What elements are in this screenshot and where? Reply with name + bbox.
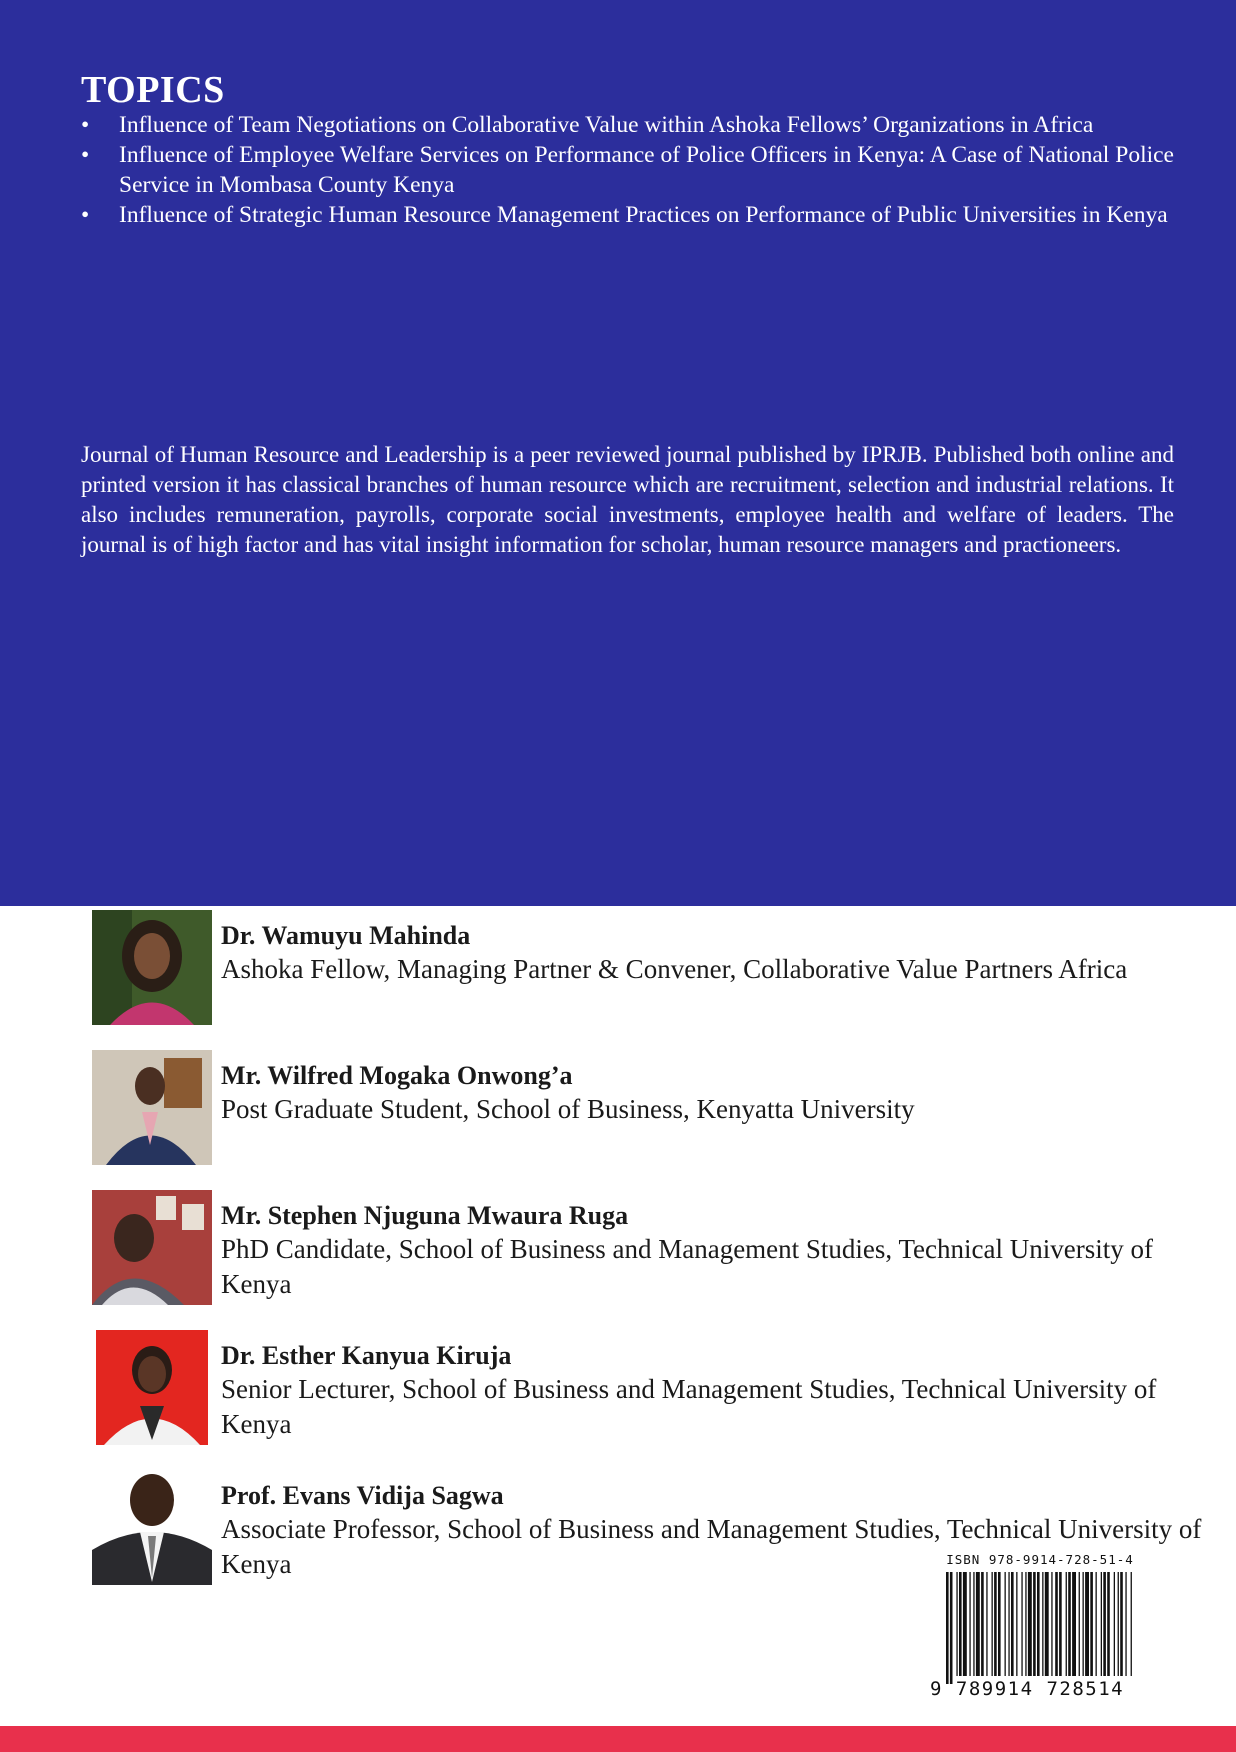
barcode-bar [1131, 1572, 1132, 1676]
barcode-bar [1055, 1572, 1058, 1676]
barcode-bar [1090, 1572, 1093, 1676]
barcode-bar [986, 1572, 987, 1676]
author-list [92, 910, 1202, 1610]
barcode-bar [1072, 1572, 1076, 1676]
barcode-bar [1037, 1572, 1040, 1676]
barcode-bar [1033, 1572, 1036, 1676]
bullet-icon: • [81, 202, 90, 228]
portrait-image [92, 1190, 212, 1305]
journal-description: Journal of Human Resource and Leadership is a peer reviewed journal published by IPRJB. Published both online and printed version it has classical branches of human resource which are recruitment, selection and industrial relations. It also includes remuneration, payrolls, corporate social investments, employee health and welfare of leaders. The journal is of high factor and has vital insight information for scholar, human resource managers and practioneers. [81, 442, 1174, 557]
barcode-bar [994, 1572, 997, 1676]
barcode-bar [1011, 1572, 1014, 1676]
barcode-bar [969, 1572, 970, 1676]
topic-item [81, 110, 1174, 140]
barcode-bar [1025, 1572, 1026, 1676]
barcode-bar [1066, 1572, 1067, 1676]
barcode-bar [1028, 1572, 1032, 1676]
author-photo [92, 1190, 212, 1305]
author-title: Ashoka Fellow, Managing Partner & Convener, Collaborative Value Partners Africa [221, 954, 1128, 984]
barcode-bar [1045, 1572, 1049, 1676]
author-title: Associate Professor, School of Business and Management Studies, Technical University of Kenya [221, 1514, 1202, 1579]
author-entry [92, 1050, 1142, 1190]
author-info [221, 1340, 1221, 1442]
author-entry [92, 910, 1142, 1050]
author-name: Mr. Wilfred Mogaka Onwong’a [221, 1061, 573, 1090]
author-photo [92, 1050, 212, 1165]
author-entry [92, 1190, 1153, 1330]
barcode-bar [950, 1572, 953, 1684]
author-name: Dr. Esther Kanyua Kiruja [221, 1341, 512, 1370]
bullet-icon: • [81, 142, 90, 168]
barcode-bar [1103, 1572, 1106, 1676]
barcode-bar [1085, 1572, 1089, 1676]
barcode-bar [963, 1572, 967, 1676]
author-name: Dr. Wamuyu Mahinda [221, 921, 471, 950]
barcode-bar [1096, 1572, 1097, 1676]
portrait-image [92, 1470, 212, 1585]
author-title: Senior Lecturer, School of Business and Management Studies, Technical University of Kenya [221, 1374, 1157, 1439]
barcode-bar [1083, 1572, 1084, 1676]
topic-item [81, 200, 1174, 230]
barcode-bar [1051, 1572, 1052, 1676]
barcode-bar [981, 1572, 984, 1676]
barcode-bar [992, 1572, 993, 1676]
barcode-bar [946, 1572, 949, 1684]
author-entry [92, 1330, 1157, 1470]
barcode-bar [1114, 1572, 1115, 1676]
barcode-bar [1079, 1572, 1080, 1676]
isbn-number: ISBN 978-9914-728-51-4 [946, 1552, 1134, 1567]
bottom-color-strip [0, 1726, 1236, 1752]
author-title: Post Graduate Student, School of Business, Kenyatta University [221, 1094, 915, 1124]
barcode-bar [1042, 1572, 1043, 1676]
bullet-icon: • [81, 112, 90, 138]
barcode-bar [1059, 1572, 1062, 1676]
barcode-bar [976, 1572, 980, 1676]
author-name: Mr. Stephen Njuguna Mwaura Ruga [221, 1201, 629, 1230]
barcode-icon [946, 1572, 1134, 1690]
topics-heading: TOPICS [81, 69, 225, 111]
topic-text: Influence of Team Negotiations on Collaborative Value within Ashoka Fellows’ Organizations in Africa [119, 112, 1094, 138]
author-info [221, 920, 1221, 987]
barcode-bar [1016, 1572, 1017, 1676]
topics-list [81, 110, 1174, 230]
topic-text: Influence of Strategic Human Resource Management Practices on Performance of Public Universities in Kenya [119, 202, 1168, 228]
barcode-bar [973, 1572, 974, 1676]
topic-item [81, 140, 1174, 200]
author-title: PhD Candidate, School of Business and Management Studies, Technical University of Kenya [221, 1234, 1153, 1299]
author-photo [92, 910, 212, 1025]
barcode-bar [956, 1572, 957, 1676]
topic-text: Influence of Employee Welfare Services on Performance of Police Officers in Kenya: A Case of National Police Service in Mombasa County Kenya [119, 142, 1174, 198]
barcode-bar [998, 1572, 1001, 1676]
barcode-bar [959, 1572, 962, 1676]
barcode-bar [1101, 1572, 1102, 1676]
barcode-bar [1125, 1572, 1126, 1676]
author-info [221, 1060, 1221, 1127]
author-name: Prof. Evans Vidija Sagwa [221, 1481, 504, 1510]
portrait-image [92, 910, 212, 1025]
barcode-bar [1005, 1572, 1006, 1676]
barcode-bar [1068, 1572, 1071, 1676]
barcode-digits: 9 789914 728514 [930, 1678, 1125, 1700]
barcode-bar [1008, 1572, 1009, 1676]
barcode-bar [1021, 1572, 1022, 1676]
author-photo [92, 1330, 212, 1445]
author-photo [92, 1470, 212, 1585]
portrait-image [92, 1050, 212, 1165]
portrait-image [92, 1330, 212, 1445]
barcode-bar [1107, 1572, 1110, 1676]
barcode-bar [1120, 1572, 1123, 1676]
author-info [221, 1200, 1221, 1302]
isbn-barcode-block [930, 1552, 1150, 1702]
barcode-bar [1118, 1572, 1119, 1676]
